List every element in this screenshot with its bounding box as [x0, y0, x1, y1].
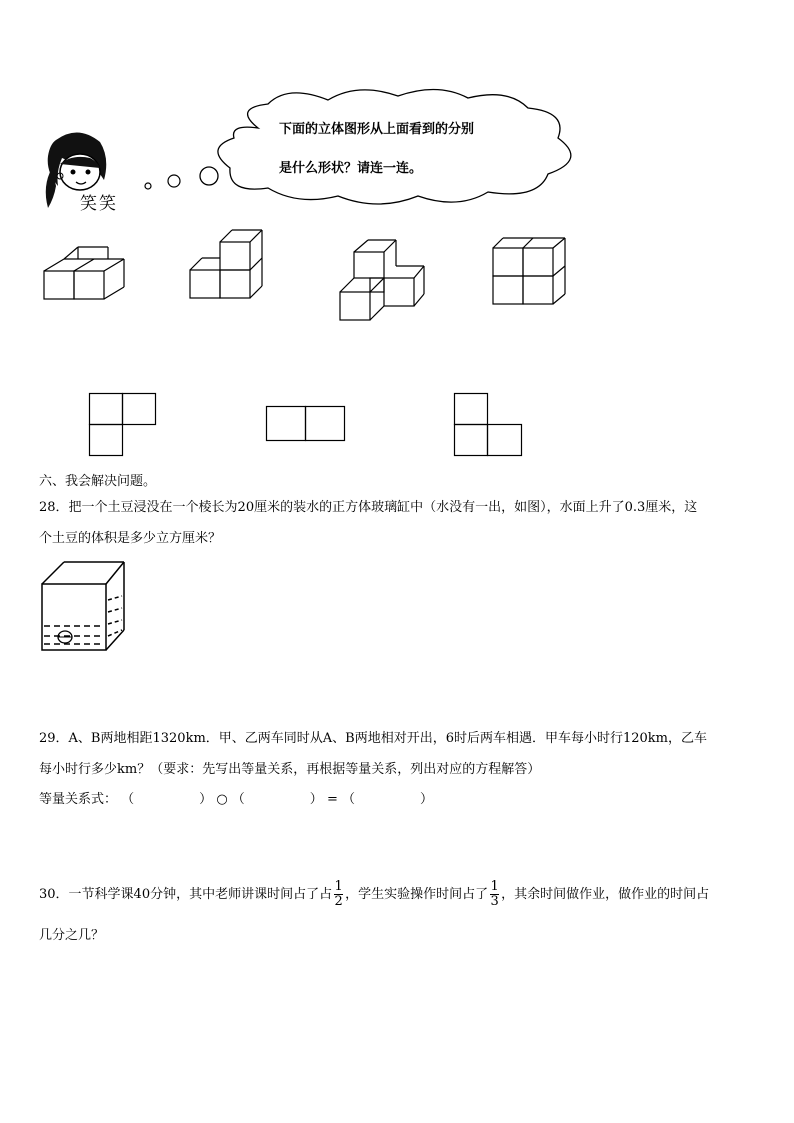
section-heading: 六、我会解决问题。: [39, 474, 157, 489]
blank-2[interactable]: （ ）: [231, 792, 323, 807]
glass-tank-illustration: [40, 560, 126, 654]
q30-line-1: [39, 880, 709, 909]
equals-sign: =: [326, 792, 338, 807]
solid-figure-1: [44, 245, 134, 305]
q30-part-3: ，其余时间做作业，做作业的时间占: [501, 886, 710, 902]
blank-1[interactable]: （ ）: [121, 792, 213, 807]
fraction-1-denominator: 2: [334, 894, 343, 909]
thought-bubble: [138, 88, 588, 208]
bubble-line-2: 是什么形状？请连一连。: [279, 161, 423, 176]
fraction-2-numerator: 1: [490, 879, 499, 894]
q28-line-2: 个土豆的体积是多少立方厘米？: [39, 531, 222, 546]
top-view-3: [454, 393, 526, 457]
q30-part-2: ，学生实验操作时间占了: [345, 886, 489, 902]
solid-figure-4: [492, 236, 572, 308]
top-view-1: [89, 393, 159, 457]
solid-figure-3: [338, 238, 428, 324]
q28-line-1: 28．把一个土豆浸没在一个棱长为20厘米的装水的正方体玻璃缸中（水没有一出，如图），水面上升了0.3厘米，这: [39, 500, 698, 515]
fraction-one-half: [334, 880, 343, 909]
q30-part-1: 30．一节科学课40分钟，其中老师讲课时间占了占: [39, 886, 333, 902]
fraction-2-denominator: 3: [490, 894, 499, 909]
blank-3[interactable]: （ ）: [342, 792, 434, 807]
character-label: 笑笑: [80, 194, 118, 214]
equation-row: [39, 792, 433, 808]
equation-label: 等量关系式：: [39, 792, 118, 807]
q29-line-1: 29．A、B两地相距1320km．甲、乙两车同时从A、B两地相对开出，6时后两车相遇．甲车每小时行120km，乙车: [39, 731, 708, 746]
bubble-line-1: 下面的立体图形从上面看到的分别: [279, 122, 475, 137]
q30-line-2: 几分之几？: [39, 928, 105, 943]
operator-circle: ○: [216, 792, 228, 807]
q29-line-2: 每小时行多少km？（要求：先写出等量关系，再根据等量关系，列出对应的方程解答）: [39, 762, 541, 777]
fraction-1-numerator: 1: [334, 879, 343, 894]
top-view-2: [266, 406, 346, 442]
solid-figure-2: [188, 228, 268, 304]
fraction-one-third: [490, 880, 499, 909]
